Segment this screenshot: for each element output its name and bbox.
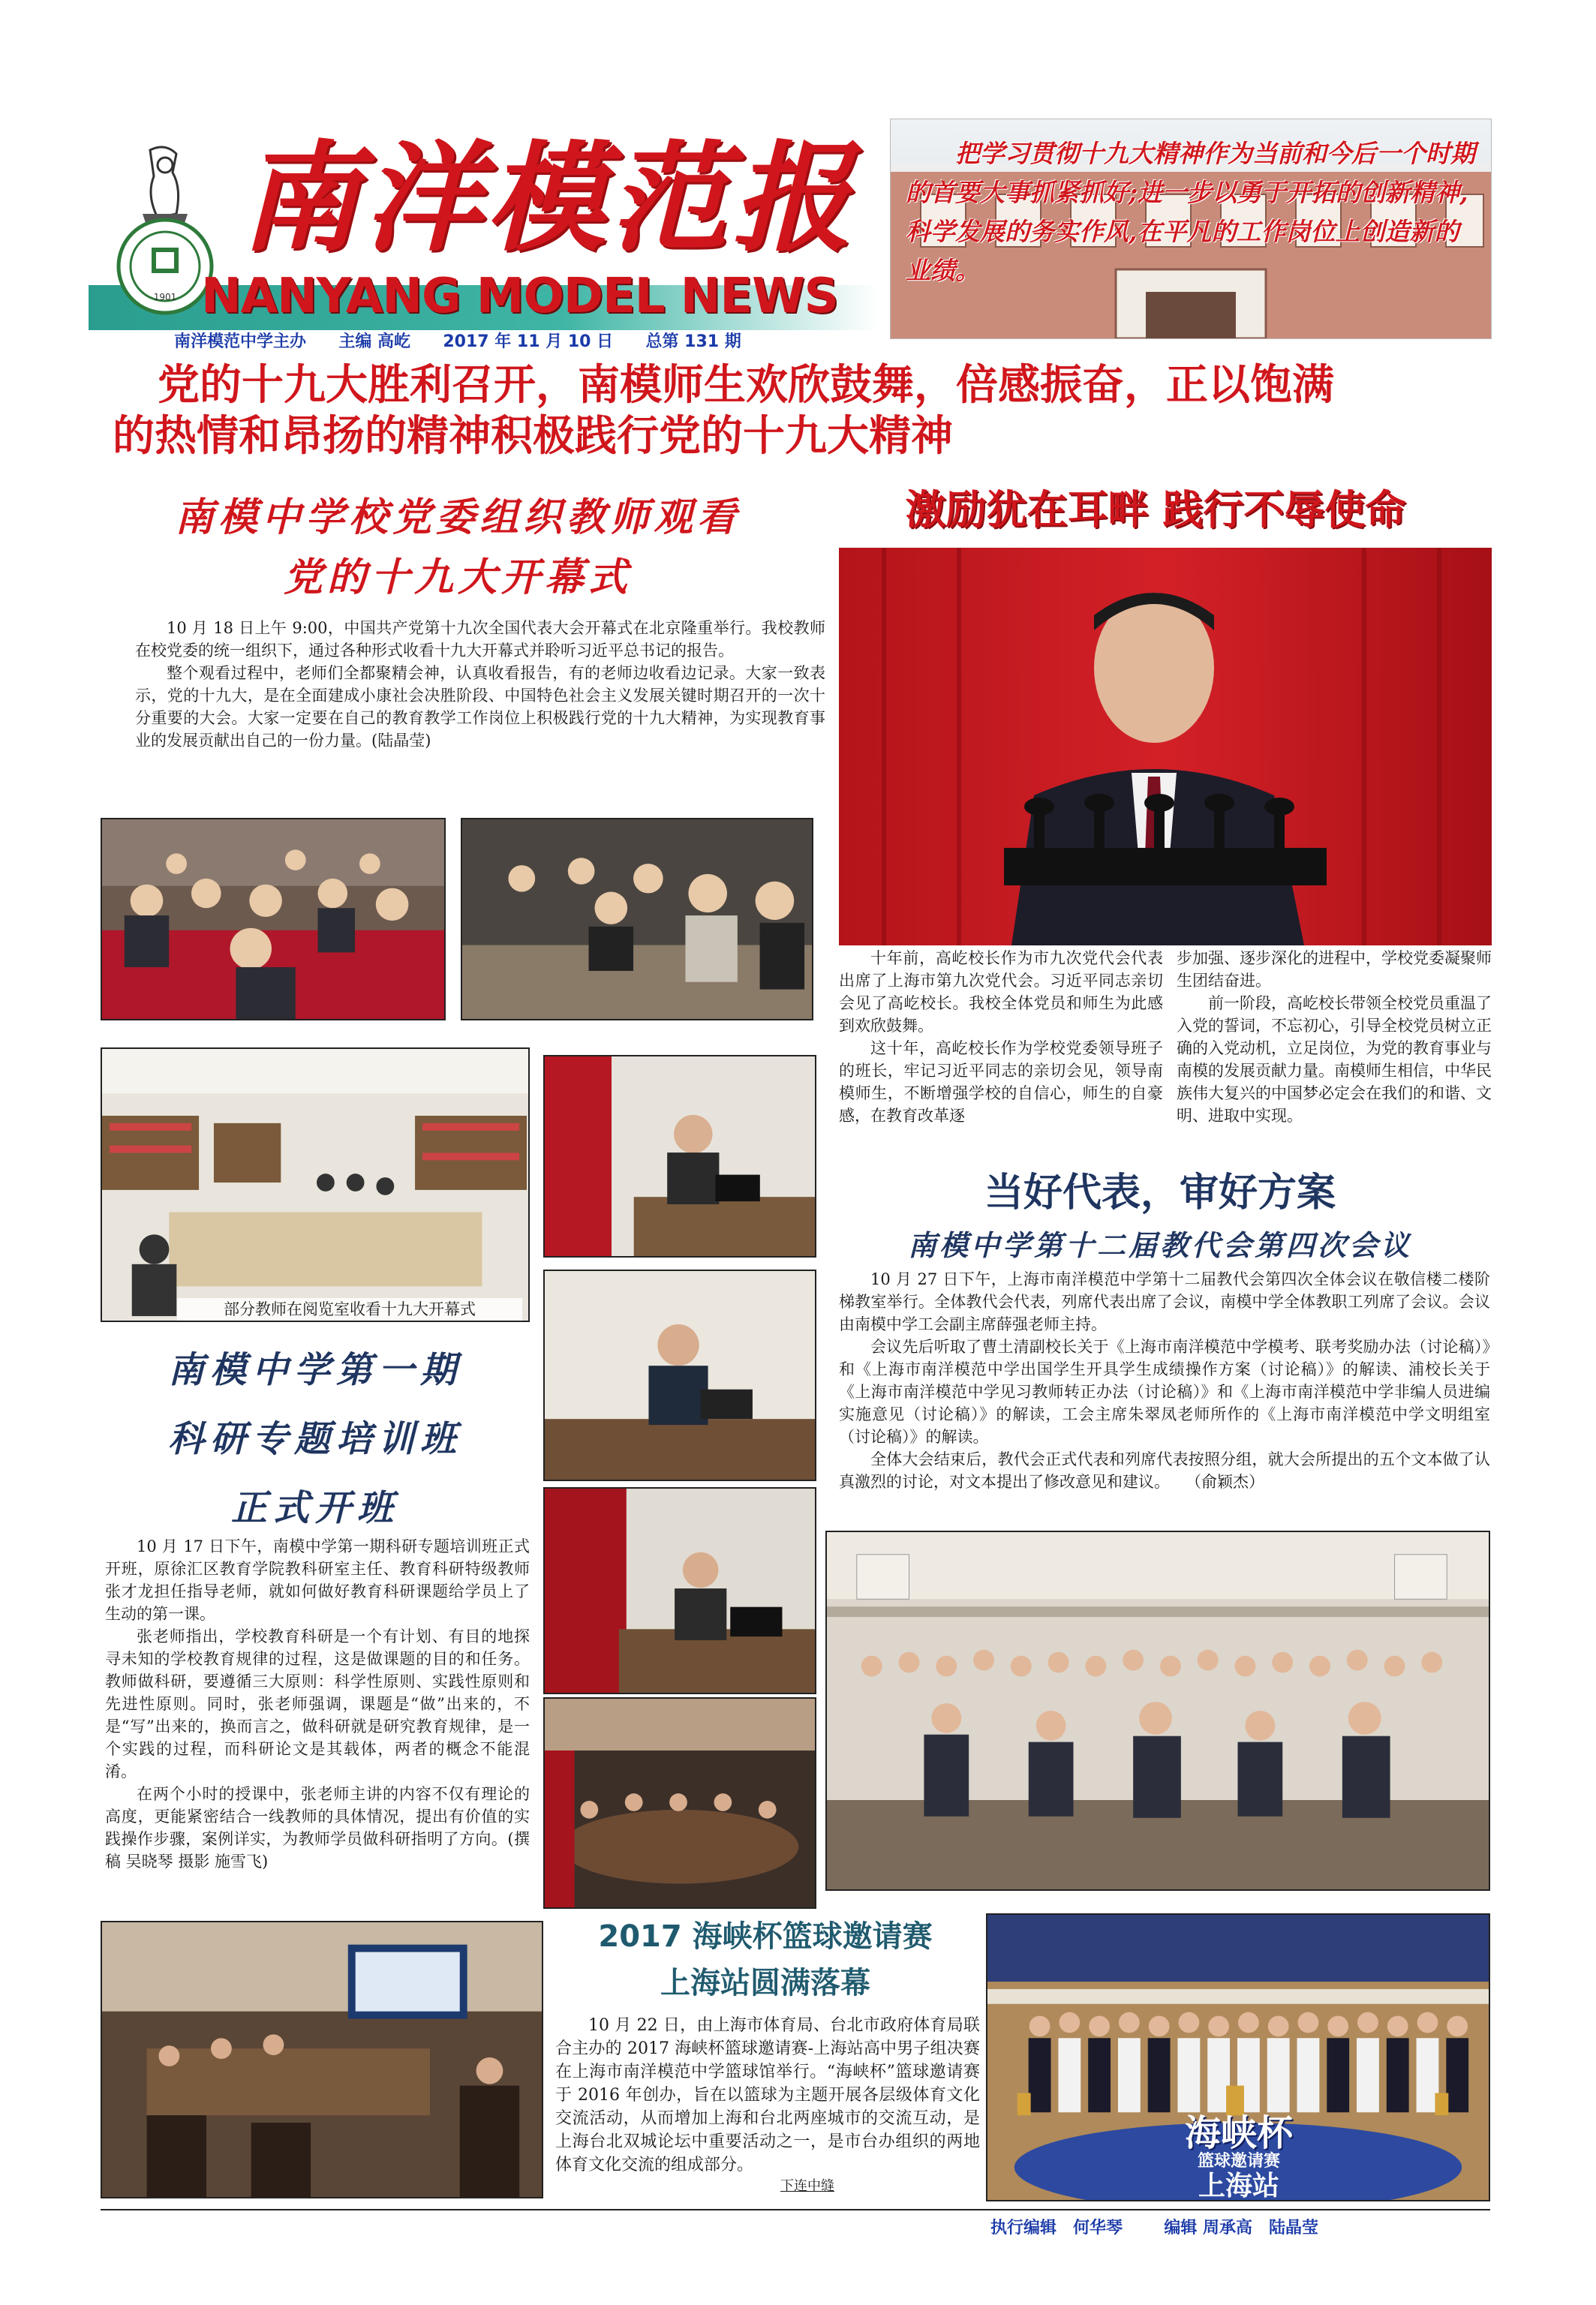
- banner-line-2: 的热情和昂扬的精神积极践行党的十九大精神: [113, 412, 953, 461]
- photo-lecturer-2: [543, 1270, 816, 1481]
- slogan-text: 把学习贯彻十九大精神作为当前和今后一个时期的首要大事抓紧抓好;进一步以勇于开拓的创新精神,科学发展的务实作风,在平凡的工作岗位上创造新的业绩。: [906, 139, 1475, 285]
- photo-audience-right: [461, 818, 813, 1020]
- editors: 编辑 周承高 陆晶莹: [1164, 2219, 1319, 2237]
- photo-training-room: [543, 1697, 816, 1909]
- logo-year: 1901: [153, 292, 177, 302]
- training-paragraph: 10 月 17 日下午，南模中学第一期科研专题培训班正式开班，原徐汇区教育学院教科研室主任、教育科研特级教师张才龙担任指导老师，就如何做好教育科研课题给学员上了生动的第一课。: [105, 1537, 530, 1623]
- mission-paragraph: 十年前，高屹校长作为市九次党代会代表出席了上海市第九次党代会。习近平同志亲切会见了高屹校长。我校全体党员和师生为此感到欢欣鼓舞。: [839, 949, 1163, 1035]
- mission-title: 激励犹在耳畔 践行不辱使命: [905, 486, 1406, 533]
- court-banner-1: 海峡杯: [1184, 2112, 1293, 2154]
- training-title-line-1: 南模中学第一期: [167, 1349, 462, 1391]
- banner-line-1: 党的十九大胜利召开，南模师生欢欣鼓舞，倍感振奋，正以饱满: [158, 361, 1334, 410]
- congress-body: [839, 1268, 1490, 1493]
- basketball-title-line-1: 2017 海峡杯篮球邀请赛: [598, 1919, 933, 1954]
- footer-credits: [990, 2215, 1486, 2242]
- congress-paragraph: 10 月 27 日下午，上海市南洋模范中学第十二届教代会第四次全体会议在敬信楼二楼阶梯教室举行。全体教代会代表，列席代表出席了会议，南模中学全体教职工列席了会议。会议由南模中学工会副主席薛强老师主持。: [839, 1270, 1490, 1333]
- photo-lecturer-3: [543, 1487, 816, 1694]
- mission-col-1: [839, 947, 1163, 1127]
- viewing-title: [105, 488, 810, 608]
- photo-congress-hall: [825, 1531, 1490, 1891]
- basketball-body: [555, 2014, 980, 2177]
- viewing-paragraph: 10 月 18 日上午 9:00，中国共产党第十九次全国代表大会开幕式在北京隆重举行。我校教师在校党委的统一组织下，通过各种形式收看十九大开幕式并聆听习近平总书记的报告。: [135, 619, 825, 660]
- training-title-line-2: 科研专题培训班: [167, 1418, 462, 1460]
- basketball-paragraph: 10 月 22 日，由上海市体育局、台北市政府体育局联合主办的 2017 海峡杯篮球邀请赛-上海站高中男子组决赛在上海市南洋模范中学篮球馆举行。“海峡杯”篮球邀请赛于 2016 年创办，旨在以篮球为主题开展各层级体育文化交流活动，从而增加上海和台北两座城市的交流互动，是上海台北双城论坛中重要活动之一，是市台办组织的两地体育文化交流的组成部分。: [555, 2016, 980, 2174]
- masthead-info: [174, 329, 849, 354]
- slogan-box: [890, 119, 1492, 339]
- continued-note: 下连中缝: [780, 2178, 834, 2194]
- issue-date: 2017 年 11 月 10 日: [443, 332, 614, 351]
- basketball-title: [555, 1913, 975, 2006]
- banner-headline: [113, 360, 1493, 462]
- training-title-line-3: 正式开班: [230, 1487, 399, 1529]
- basketball-title-line-2: 上海站圆满落幕: [660, 1966, 870, 2000]
- photo-meeting-room: [101, 1921, 543, 2198]
- mission-col-2: [1177, 947, 1492, 1127]
- court-banner-3: 上海站: [1198, 2171, 1279, 2201]
- photo-basketball-team: [986, 1913, 1490, 2201]
- viewing-title-line-1: 南模中学校党委组织教师观看: [174, 494, 741, 540]
- masthead-title-en: NANYANG MODEL NEWS: [201, 269, 838, 324]
- chief-editor: 主编 高屹: [338, 332, 411, 351]
- congress-paragraph: 会议先后听取了曹土清副校长关于《上海市南洋模范中学模考、联考奖励办法（讨论稿）》和《上海市南洋模范中学出国学生开具学生成绩操作方案（讨论稿）》的解读、浦校长关于《上海市南洋模范中学见习教师转正办法（讨论稿）》和《上海市南洋模范中学非编人员进编实施意见（讨论稿）》的解读，工会主席朱翠凤老师所作的《上海市南洋模范中学文明组室（讨论稿）》的解读。: [839, 1338, 1490, 1446]
- mission-paragraph: 前一阶段，高屹校长带领全校党员重温了入党的誓词，不忘初心，引导全校党员树立正确的入党动机，立足岗位，为党的教育事业与南模的发展贡献力量。南模师生相信，中华民族伟大复兴的中国梦必定会在我们的和谐、文明、进取中实现。: [1177, 994, 1492, 1125]
- publisher: 南洋模范中学主办: [174, 332, 307, 351]
- congress-paragraph: 全体大会结束后，教代会正式代表和列席代表按照分组，就大会所提出的五个文本做了认真激烈的讨论，对文本提出了修改意见和建议。 （俞颖杰）: [839, 1450, 1490, 1491]
- training-paragraph: 张老师指出，学校教育科研是一个有计划、有目的地探寻未知的学校教育规律的过程，这是做课题的目的和任务。教师做科研，要遵循三大原则：科学性原则、实践性原则和先进性原则。同时，张老师强调，课题是“做”出来的，不是“写”出来的，换而言之，做科研就是研究教育规律，是一个实践的过程，而科研论文是其载体，两者的概念不能混淆。: [105, 1627, 530, 1781]
- congress-title: 当好代表，审好方案: [984, 1171, 1336, 1216]
- photo-leader-speech: [839, 548, 1492, 945]
- reading-room-caption: 部分教师在阅览室收看十九大开幕式: [177, 1298, 522, 1321]
- photo-reading-room: [101, 1047, 530, 1322]
- masthead-title-cn: 南洋模范报: [240, 129, 855, 268]
- training-body: [105, 1535, 530, 1873]
- viewing-title-line-2: 党的十九大开幕式: [283, 554, 632, 600]
- issue-number: 总第 131 期: [645, 332, 741, 351]
- photo-lecturer-1: [543, 1055, 816, 1258]
- viewing-paragraph: 整个观看过程中，老师们全都聚精会神，认真收看报告，有的老师边收看边记录。大家一致表示，党的十九大，是在全面建成小康社会决胜阶段、中国特色社会主义发展关键时期召开的一次十分重要的大会。大家一定要在自己的教育教学工作岗位上积极践行党的十九大精神，为实现教育事业的发展贡献出自己的一份力量。(陆晶莹): [135, 664, 825, 750]
- viewing-body: [135, 617, 825, 752]
- photo-audience-left: [101, 818, 446, 1020]
- masthead: [0, 0, 1596, 360]
- court-banner-2: 篮球邀请赛: [1197, 2152, 1280, 2171]
- footer-rule: [101, 2209, 1490, 2210]
- exec-editor: 执行编辑 何华琴: [990, 2219, 1123, 2237]
- training-paragraph: 在两个小时的授课中，张老师主讲的内容不仅有理论的高度，更能紧密结合一线教师的具体情况，提出有价值的实践操作步骤，案例详实，为教师学员做科研指明了方向。(撰稿 吴晓琴 摄影 施雪飞): [105, 1785, 530, 1871]
- congress-subtitle: 南模中学第十二届教代会第四次会议: [907, 1228, 1412, 1262]
- mission-paragraph: 这十年，高屹校长作为学校党委领导班子的班长，牢记习近平同志的亲切会见，领导南模师生，不断增强学校的自信心，师生的自豪感，在教育改革逐: [839, 1039, 1163, 1125]
- mission-paragraph: 步加强、逐步深化的进程中，学校党委凝聚师生团结奋进。: [1177, 949, 1492, 990]
- training-title: [105, 1336, 525, 1543]
